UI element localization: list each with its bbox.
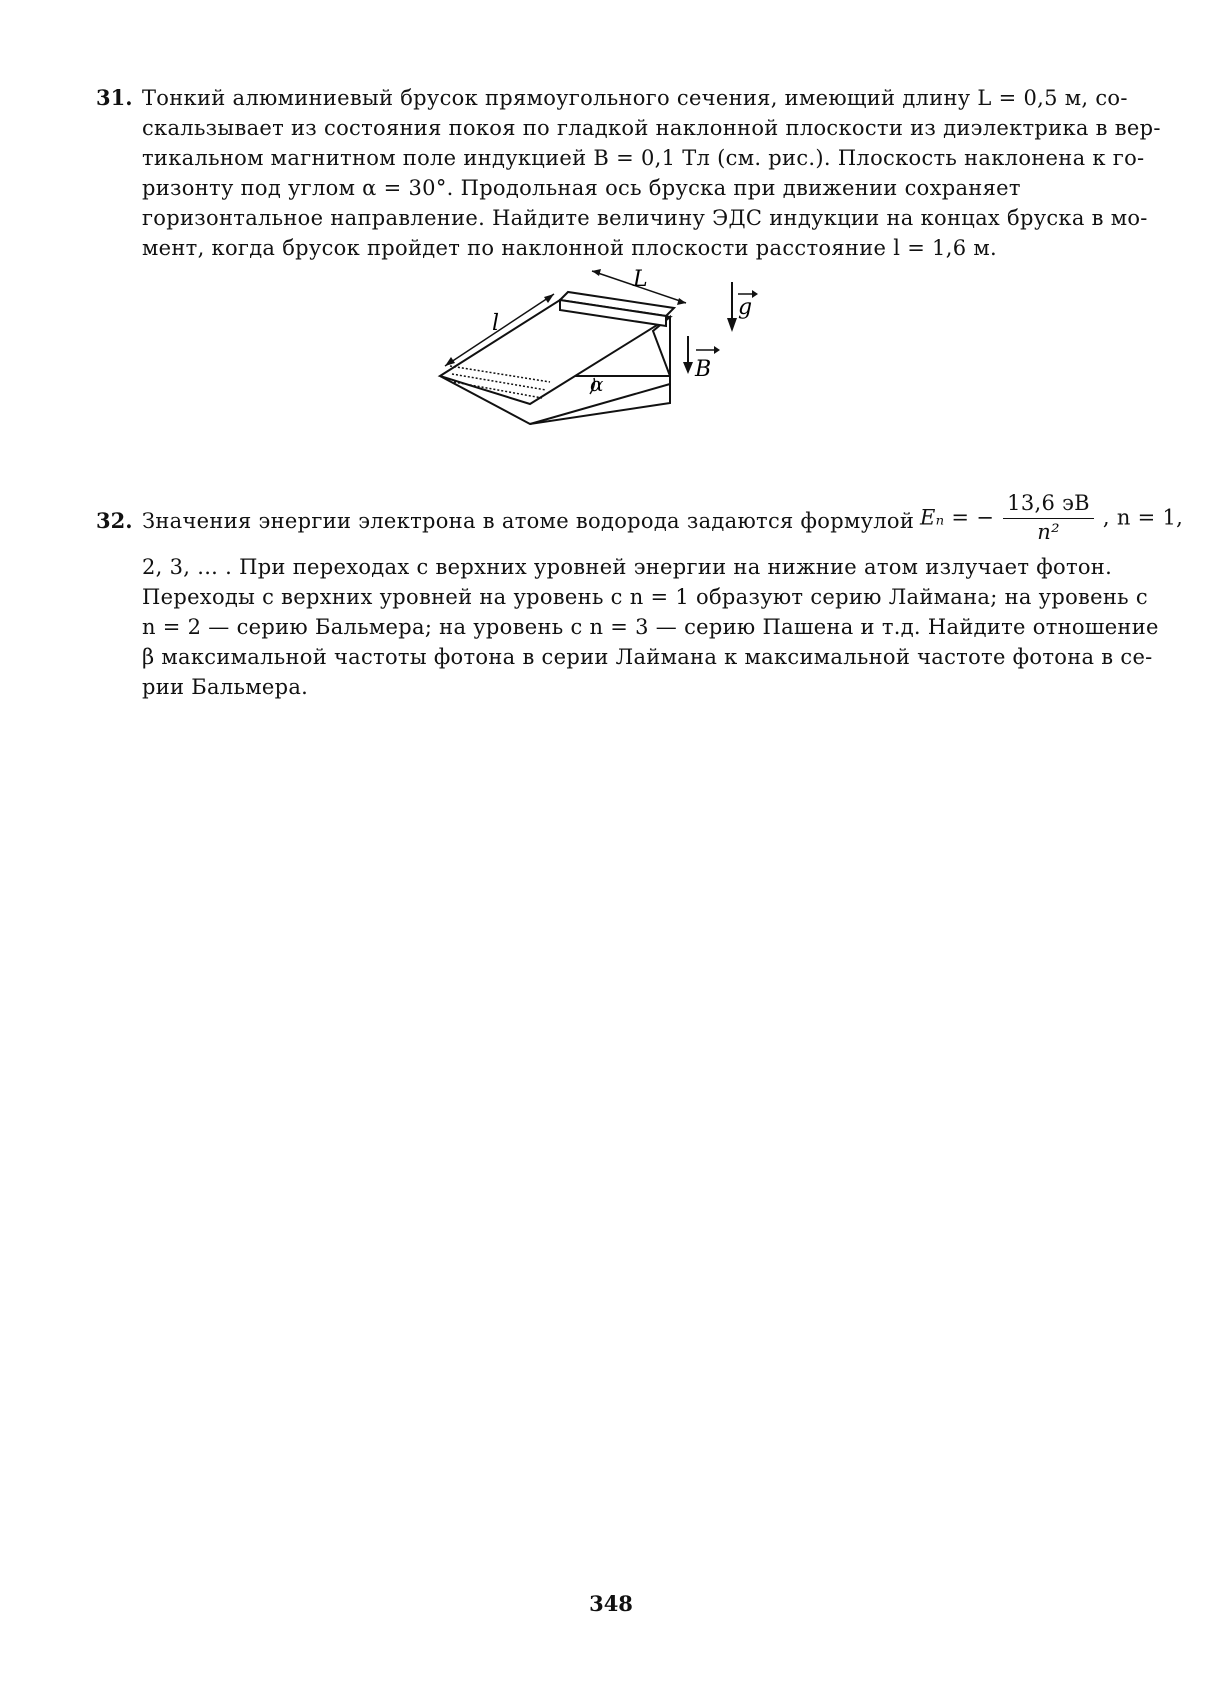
problem-number: 32. [96,508,133,533]
formula-line [142,490,1192,552]
label-alpha: α [590,372,604,396]
text-line: мент, когда брусок пройдет по наклонной плоскости расстояние l = 1,6 м. [142,236,997,260]
formula-numerator: 13,6 эВ [1003,490,1094,519]
text-line: n = 2 — серию Бальмера; на уровень с n = 3 — серию Пашена и т.д. Найдите отношение [142,615,1159,639]
problem-number: 31. [96,85,133,110]
text-line: ризонту под углом α = 30°. Продольная ось бруска при движении сохраняет [142,176,1021,200]
label-g: g [738,295,753,320]
formula-suffix: , n = 1, [1102,505,1184,530]
formula-lhs: Eₙ = − [920,505,995,530]
text-line: тикальном магнитном поле индукцией B = 0,1 Тл (см. рис.). Плоскость наклонена к го- [142,146,1145,170]
text-line: β максимальной частоты фотона в серии Лаймана к максимальной частоте фотона в се- [142,645,1153,669]
label-l: l [492,311,500,336]
text-line: Тонкий алюминиевый брусок прямоугольного сечения, имеющий длину L = 0,5 м, со- [142,86,1128,110]
label-B: B [695,357,712,382]
text-line: скальзывает из состояния покоя по гладкой наклонной плоскости из диэлектрика в вер- [142,116,1161,140]
formula-denominator: n² [1037,520,1060,544]
label-L: L [633,267,648,292]
problem-text [142,83,1192,263]
text-line: рии Бальмера. [142,675,309,699]
energy-formula [920,490,1183,545]
formula-prefix: Значения энергии электрона в атоме водорода задаются формулой [142,509,915,533]
formula-fraction [1003,490,1094,545]
inclined-plane-figure [470,267,800,436]
text-line: горизонтальное направление. Найдите величину ЭДС индукции на концах бруска в мо- [142,206,1148,230]
page-number: 348 [589,1591,633,1616]
text-line: 2, 3, ... . При переходах с верхних уровней энергии на нижние атом излучает фотон. [142,555,1113,579]
problem-text [142,490,1192,702]
text-line: Переходы с верхних уровней на уровень с n = 1 образуют серию Лаймана; на уровень с [142,585,1148,609]
